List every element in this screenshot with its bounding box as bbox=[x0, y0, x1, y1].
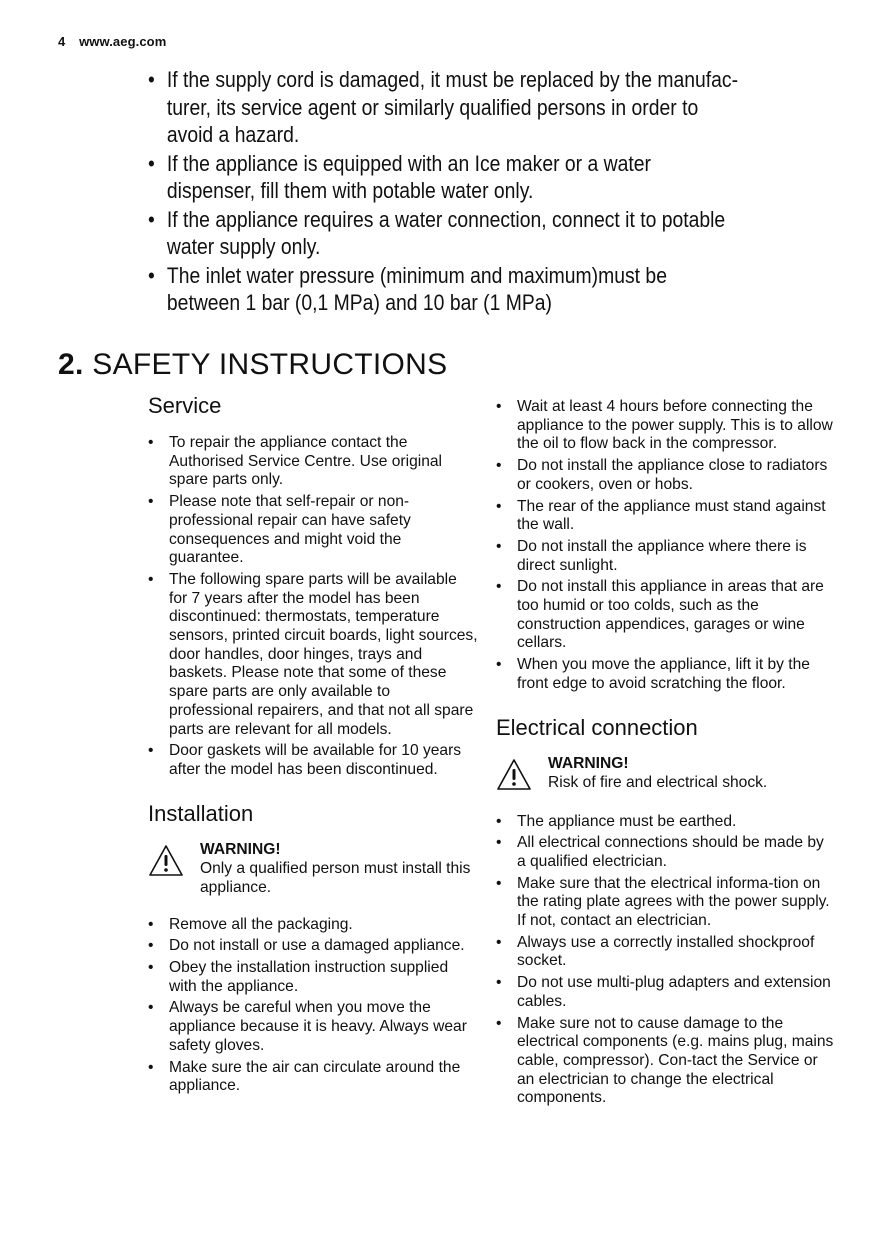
list-item: • If the appliance is equipped with an Ice maker or a water dispenser, fill them with potable water only. bbox=[148, 150, 741, 205]
list-item: • Please note that self-repair or non-professional repair can have safety consequences and might void the guarantee. bbox=[148, 493, 478, 568]
electrical-heading: Electrical connection bbox=[496, 714, 698, 740]
list-item: • The following spare parts will be available for 7 years after the model has been discontinued: thermostats, temperature sensors, printed circuit boards, light sources, door handles, door hinges, trays and baskets. Please note that some of these spare parts are only available to professional repairers, and that not all spare parts are relevant for all models. bbox=[148, 571, 478, 739]
section-title-text: SAFETY INSTRUCTIONS bbox=[92, 348, 448, 381]
list-item: • Make sure the air can circulate around the appliance. bbox=[148, 1059, 478, 1096]
list-item: • Always be careful when you move the appliance because it is heavy. Always wear safety gloves. bbox=[148, 999, 478, 1055]
list-item: • To repair the appliance contact the Authorised Service Centre. Use original spare parts only. bbox=[148, 434, 478, 490]
warning-text: Risk of fire and electrical shock. bbox=[548, 773, 768, 791]
section-title bbox=[58, 348, 447, 382]
warning-title: WARNING! bbox=[548, 754, 629, 772]
left-column bbox=[148, 392, 478, 1099]
electrical-list bbox=[496, 813, 836, 1109]
list-item: • Do not use multi-plug adapters and extension cables. bbox=[496, 974, 836, 1011]
right-column bbox=[496, 398, 836, 1111]
list-item: • Do not install the appliance close to radiators or cookers, oven or hobs. bbox=[496, 457, 836, 494]
top-bullet-list bbox=[148, 66, 741, 318]
electrical-warning bbox=[496, 754, 836, 792]
list-item: • Obey the installation instruction supplied with the appliance. bbox=[148, 959, 478, 996]
installation-warning bbox=[148, 840, 478, 897]
list-item: • If the supply cord is damaged, it must be replaced by the manufac-turer, its service agent or similarly qualified persons in order to avoid a hazard. bbox=[148, 66, 741, 149]
list-item: • All electrical connections should be made by a qualified electrician. bbox=[496, 834, 836, 871]
list-item: • When you move the appliance, lift it by the front edge to avoid scratching the floor. bbox=[496, 656, 836, 693]
list-item: • Do not install this appliance in areas that are too humid or too colds, such as the construction appendices, garages or wine cellars. bbox=[496, 578, 836, 653]
list-item: • The appliance must be earthed. bbox=[496, 813, 836, 832]
list-item: • Do not install the appliance where there is direct sunlight. bbox=[496, 538, 836, 575]
site-url: www.aeg.com bbox=[79, 34, 167, 49]
installation-continued-list bbox=[496, 398, 836, 694]
list-item: • Wait at least 4 hours before connecting the appliance to the power supply. This is to allow the oil to flow back in the compressor. bbox=[496, 398, 836, 454]
page-header bbox=[58, 34, 166, 49]
installation-heading: Installation bbox=[148, 800, 254, 826]
list-item: • If the appliance requires a water connection, connect it to potable water supply only. bbox=[148, 206, 741, 261]
service-heading: Service bbox=[148, 393, 222, 418]
list-item: • The rear of the appliance must stand against the wall. bbox=[496, 498, 836, 535]
list-item: • The inlet water pressure (minimum and maximum)must be between 1 bar (0,1 MPa) and 10 bar (1 MPa) bbox=[148, 262, 741, 317]
list-item: • Always use a correctly installed shockproof socket. bbox=[496, 934, 836, 971]
page-number: 4 bbox=[58, 34, 66, 49]
list-item: • Door gaskets will be available for 10 years after the model has been discontinued. bbox=[148, 742, 478, 779]
warning-text: Only a qualified person must install this appliance. bbox=[200, 859, 471, 896]
warning-icon bbox=[496, 758, 532, 792]
section-number: 2. bbox=[58, 348, 84, 381]
list-item: • Do not install or use a damaged appliance. bbox=[148, 937, 478, 956]
warning-icon bbox=[148, 844, 184, 878]
service-list bbox=[148, 434, 478, 780]
list-item: • Remove all the packaging. bbox=[148, 916, 478, 935]
list-item: • Make sure that the electrical informa-tion on the rating plate agrees with the power supply. If not, contact an electrician. bbox=[496, 875, 836, 931]
installation-list bbox=[148, 916, 478, 1096]
list-item: • Make sure not to cause damage to the electrical components (e.g. mains plug, mains cable, compressor). Con-tact the Service or an electrician to change the electrical components. bbox=[496, 1015, 836, 1109]
warning-title: WARNING! bbox=[200, 840, 281, 858]
